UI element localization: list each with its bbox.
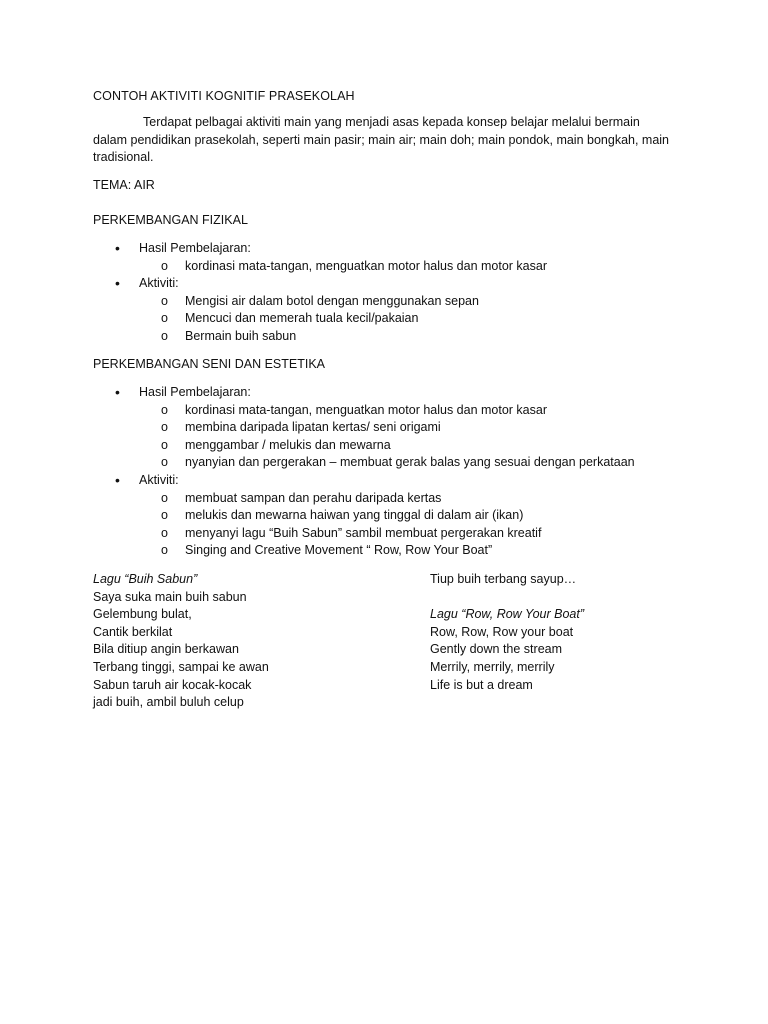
fizikal-aktiviti-sublist — [139, 293, 713, 346]
list-item: o melukis dan mewarna haiwan yang tinggal di dalam air (ikan) — [139, 507, 713, 525]
list-item: o membuat sampan dan perahu daripada kertas — [139, 490, 713, 508]
list-item: o menggambar / melukis dan mewarna — [139, 437, 713, 455]
seni-hasil-label: Hasil Pembelajaran: — [139, 385, 251, 399]
song-line: Merrily, merrily, merrily — [430, 659, 555, 674]
song-row-title: Lagu “Row, Row Your Boat” — [430, 607, 585, 622]
tema-label: TEMA: AIR — [93, 178, 155, 192]
intro-paragraph: Terdapat pelbagai aktiviti main yang menjadi asas kepada konsep belajar melalui bermain dalam pendidikan prasekolah, seperti main pasir; main air; main doh; main pondok, main bongkah, main tradisional. — [93, 115, 670, 165]
fizikal-hasil-label: Hasil Pembelajaran: — [139, 241, 251, 255]
song-line: Cantik berkilat — [93, 624, 173, 639]
song-line: Saya suka main buih sabun — [93, 589, 247, 604]
song-buih-last-line: Tiup buih terbang sayup… — [430, 572, 577, 586]
fizikal-aktiviti-item — [93, 275, 713, 345]
fizikal-hasil-sublist — [139, 258, 713, 276]
seni-hasil-sublist — [139, 402, 713, 472]
list-item: o Mengisi air dalam botol dengan menggunakan sepan — [139, 293, 713, 311]
song-line: Sabun taruh air kocak-kocak — [93, 677, 252, 692]
song-gap — [430, 589, 730, 607]
list-item: o kordinasi mata-tangan, menguatkan motor halus dan motor kasar — [139, 402, 713, 420]
song-buih-sabun — [93, 571, 413, 712]
song-buih-title: Lagu “Buih Sabun” — [93, 572, 198, 586]
song-line: Row, Row, Row your boat — [430, 624, 574, 639]
seni-aktiviti-label: Aktiviti: — [139, 472, 179, 487]
song-line: Bila ditiup angin berkawan — [93, 642, 239, 657]
seni-aktiviti-sublist — [139, 490, 713, 560]
song-line: Gently down the stream — [430, 642, 563, 657]
list-item: o membina daripada lipatan kertas/ seni origami — [139, 419, 713, 437]
song-line: Life is but a dream — [430, 677, 533, 692]
fizikal-aktiviti-label: Aktiviti: — [139, 276, 179, 291]
list-item: o nyanyian dan pergerakan – membuat gerak balas yang sesuai dengan perkataan — [139, 454, 713, 472]
list-item: o kordinasi mata-tangan, menguatkan motor halus dan motor kasar — [139, 258, 713, 276]
list-item: o Mencuci dan memerah tuala kecil/pakaian — [139, 310, 713, 328]
section-heading-seni: PERKEMBANGAN SENI DAN ESTETIKA — [93, 357, 325, 371]
seni-aktiviti-item — [93, 472, 713, 560]
list-item: o Bermain buih sabun — [139, 328, 713, 346]
song-right-column — [430, 571, 730, 694]
fizikal-list — [93, 240, 713, 346]
document-title: CONTOH AKTIVITI KOGNITIF PRASEKOLAH — [93, 89, 355, 103]
fizikal-hasil-item — [93, 240, 713, 275]
list-item: o Singing and Creative Movement “ Row, Row Your Boat” — [139, 542, 713, 560]
section-heading-fizikal: PERKEMBANGAN FIZIKAL — [93, 213, 248, 227]
song-line: jadi buih, ambil buluh celup — [93, 695, 244, 710]
song-line: Terbang tinggi, sampai ke awan — [93, 659, 269, 674]
list-item: o menyanyi lagu “Buih Sabun” sambil membuat pergerakan kreatif — [139, 525, 713, 543]
seni-list — [93, 384, 713, 560]
seni-hasil-item — [93, 384, 713, 472]
song-line: Gelembung bulat, — [93, 607, 192, 622]
